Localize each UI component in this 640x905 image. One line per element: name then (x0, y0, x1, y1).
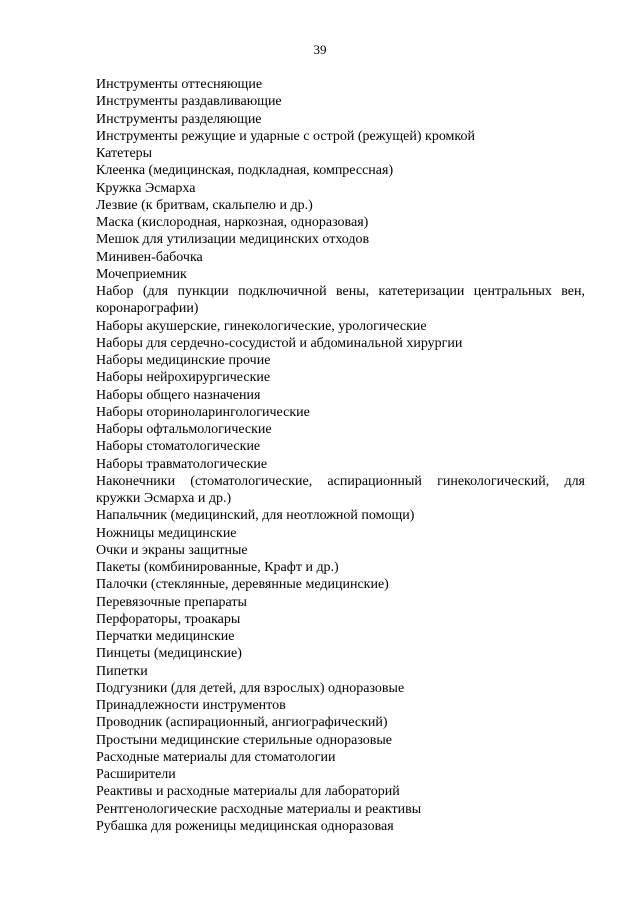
list-item: Инструменты раздавливающие (96, 94, 282, 110)
list-item: Инструменты разделяющие (96, 111, 262, 127)
list-item: Принадлежности инструментов (96, 698, 286, 713)
list-item: Наборы акушерские, гинекологические, урологические (96, 318, 427, 334)
list-item: Кружка Эсмарха (96, 180, 196, 196)
list-item: Перевязочные препараты (96, 594, 247, 610)
list-item: Инструменты режущие и ударные с острой (режущей) кромкой (96, 128, 475, 144)
list-item: Расходные материалы для стоматологии (96, 749, 336, 765)
list-item: Наборы травматологические (96, 456, 268, 472)
list-item: Наборы медицинские прочие (96, 353, 271, 368)
list-item: Напальчник (медицинский, для неотложной помощи) (96, 508, 415, 524)
list-item: Рубашка для роженицы медицинская одноразовая (96, 818, 394, 834)
list-item: Расширители (96, 767, 176, 782)
list-item: Реактивы и расходные материалы для лабораторий (96, 784, 400, 800)
list-item: Перфораторы, троакары (96, 611, 241, 627)
list-item: Наконечники (стоматологические, аспирационный гинекологический, для кружки Эсмарха и др.) (96, 473, 585, 506)
list-item: Подгузники (для детей, для взрослых) одноразовые (96, 680, 405, 696)
list-item: Перчатки медицинские (96, 629, 235, 644)
list-item: Ножницы медицинские (96, 525, 237, 541)
list-item: Пипетки (96, 663, 148, 679)
list-item: Наборы офтальмологические (96, 422, 272, 437)
list-item: Инструменты оттесняющие (96, 77, 263, 92)
list-item: Наборы стоматологические (96, 439, 261, 455)
list-item: Палочки (стеклянные, деревянные медицинские) (96, 577, 389, 593)
list-item: Лезвие (к бритвам, скальпелю и др.) (96, 197, 313, 213)
list-item: Простыни медицинские стерильные одноразовые (96, 732, 393, 748)
list-item: Мочеприемник (96, 266, 187, 282)
list-item: Пакеты (комбинированные, Крафт и др.) (96, 560, 339, 575)
list-item: Катетеры (96, 146, 153, 161)
list-item: Наборы оториноларингологические (96, 404, 310, 420)
item-list (96, 76, 585, 835)
list-item: Набор (для пункции подключичной вены, катетеризации центральных вен, коронарографии) (96, 284, 585, 317)
list-item: Минивен-бабочка (96, 249, 203, 265)
list-item: Мешок для утилизации медицинских отходов (96, 232, 370, 248)
list-item: Маска (кислородная, наркозная, одноразовая) (96, 215, 369, 230)
list-item: Клеенка (медицинская, подкладная, компрессная) (96, 163, 394, 179)
list-item: Наборы для сердечно-сосудистой и абдоминальной хирургии (96, 335, 463, 351)
list-item: Рентгенологические расходные материалы и реактивы (96, 801, 422, 817)
page-number: 39 (313, 42, 327, 57)
list-item: Проводник (аспирационный, ангиографический) (96, 715, 388, 731)
list-item: Пинцеты (медицинские) (96, 646, 242, 662)
list-item: Наборы нейрохирургические (96, 370, 271, 386)
list-item: Наборы общего назначения (96, 387, 261, 403)
list-item: Очки и экраны защитные (96, 542, 248, 558)
